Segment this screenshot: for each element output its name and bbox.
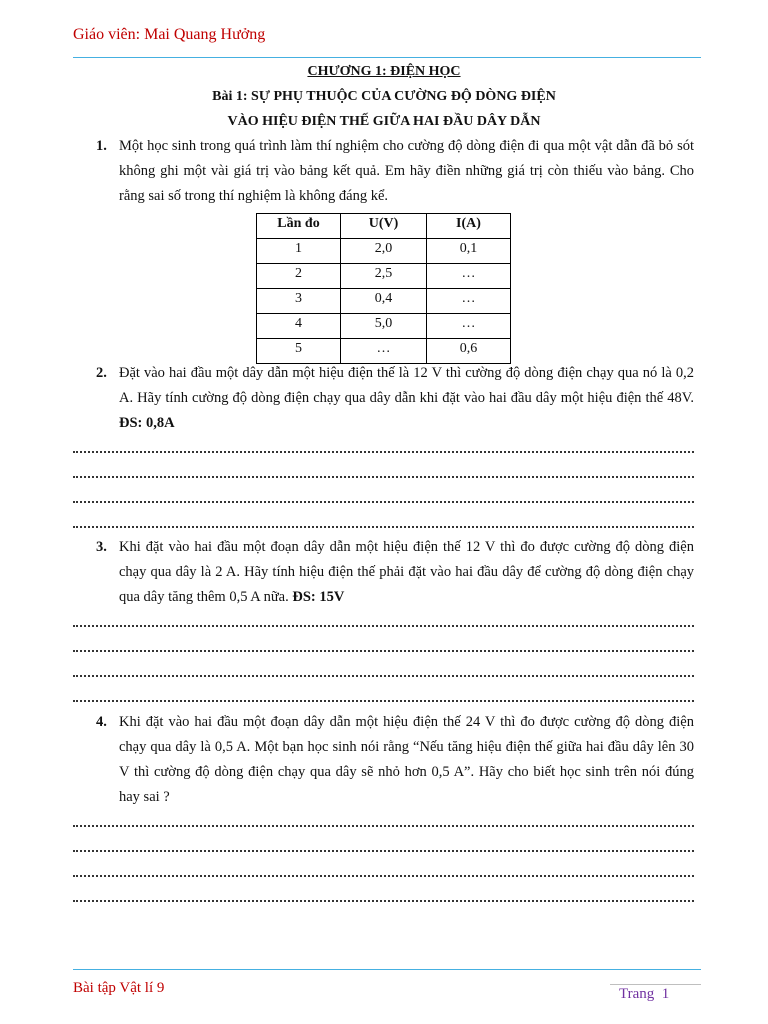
table-cell: 2 <box>257 264 341 289</box>
problem-number: 1. <box>96 138 107 154</box>
table-row <box>257 339 511 364</box>
problem-1 <box>73 134 694 209</box>
table-cell: 2,0 <box>341 239 427 264</box>
problem-text: Một học sinh trong quá trình làm thí nghiệm cho cường độ dòng điện đi qua một vật dẫn đã bỏ sót không ghi một vài giá trị vào bảng kết quả. Em hãy điền những giá trị còn thiếu vào bảng. Cho rằng sai số trong thí nghiệm là không đáng kể. <box>119 138 694 204</box>
table-cell: 5 <box>257 339 341 364</box>
page-number: Trang 1 <box>619 986 670 1002</box>
problem-2 <box>73 361 694 436</box>
answer-line <box>73 690 694 702</box>
results-table <box>256 213 511 364</box>
table-cell: 1 <box>257 239 341 264</box>
table-header: Lần đo <box>257 214 341 239</box>
answer-line <box>73 815 694 827</box>
problem-number: 2. <box>96 365 107 381</box>
answer-line <box>73 441 694 453</box>
problem-3 <box>73 535 694 610</box>
table-header-row <box>257 214 511 239</box>
problem-text: Khi đặt vào hai đầu một đoạn dây dẫn một hiệu điện thế 24 V thì đo được cường độ dòng điện chạy qua dây là 0,5 A. Một bạn học sinh nói rằng “Nếu tăng hiệu điện thế giữa hai đầu dây lên 30 V thì cường độ dòng điện chạy qua dây sẽ nhỏ hơn 0,5 A”. Hãy cho biết học sinh trên nói đúng hay sai ? <box>119 714 694 805</box>
answer-line <box>73 890 694 902</box>
answer-line <box>73 516 694 528</box>
answer-line <box>73 665 694 677</box>
table-cell: 4 <box>257 314 341 339</box>
table-header: I(A) <box>427 214 511 239</box>
answer-line <box>73 640 694 652</box>
answer-line <box>73 615 694 627</box>
problem-text-block <box>119 361 694 436</box>
header-rule <box>73 57 701 58</box>
table-cell: 2,5 <box>341 264 427 289</box>
chapter-title: CHƯƠNG 1: ĐIỆN HỌC <box>307 64 461 79</box>
table-row <box>257 264 511 289</box>
answer-line <box>73 491 694 503</box>
problem-4 <box>73 710 694 810</box>
table-cell: 0,4 <box>341 289 427 314</box>
footer-rule <box>73 969 701 970</box>
table-header: U(V) <box>341 214 427 239</box>
problem-number: 4. <box>96 714 107 730</box>
table-cell: … <box>427 314 511 339</box>
problem-number: 3. <box>96 539 107 555</box>
problem-text-block <box>119 535 694 610</box>
teacher-name: Giáo viên: Mai Quang Hưởng <box>73 26 266 43</box>
page-number-rule <box>610 984 701 985</box>
lesson-title-line1: Bài 1: SỰ PHỤ THUỘC CỦA CƯỜNG ĐỘ DÒNG ĐIỆN <box>212 89 556 104</box>
table-row <box>257 314 511 339</box>
table-cell: … <box>427 289 511 314</box>
answer-line <box>73 466 694 478</box>
table-cell: … <box>427 264 511 289</box>
table-row <box>257 289 511 314</box>
table-cell: … <box>341 339 427 364</box>
problem-text: Khi đặt vào hai đầu một đoạn dây dẫn một hiệu điện thế 12 V thì đo được cường độ dòng điện chạy qua dây là 2 A. Hãy tính hiệu điện thế phải đặt vào hai đầu dây để cường độ dòng điện chạy qua dây tăng thêm 0,5 A nữa. <box>119 539 694 605</box>
problem-answer: ĐS: 15V <box>292 589 345 605</box>
problem-answer: ĐS: 0,8A <box>119 415 175 431</box>
table-row <box>257 239 511 264</box>
lesson-title-line2: VÀO HIỆU ĐIỆN THẾ GIỮA HAI ĐẦU DÂY DẪN <box>227 114 541 129</box>
problem-text: Đặt vào hai đầu một dây dẫn một hiệu điện thế là 12 V thì cường độ dòng điện chạy qua nó là 0,2 A. Hãy tính cường độ dòng điện chạy qua dây dẫn khi đặt vào hai đầu dây một hiệu điện thế 48V. <box>119 365 694 406</box>
answer-line <box>73 865 694 877</box>
table-cell: 5,0 <box>341 314 427 339</box>
table-cell: 3 <box>257 289 341 314</box>
answer-line <box>73 840 694 852</box>
table-cell: 0,6 <box>427 339 511 364</box>
table-cell: 0,1 <box>427 239 511 264</box>
footer-subject: Bài tập Vật lí 9 <box>73 980 165 996</box>
